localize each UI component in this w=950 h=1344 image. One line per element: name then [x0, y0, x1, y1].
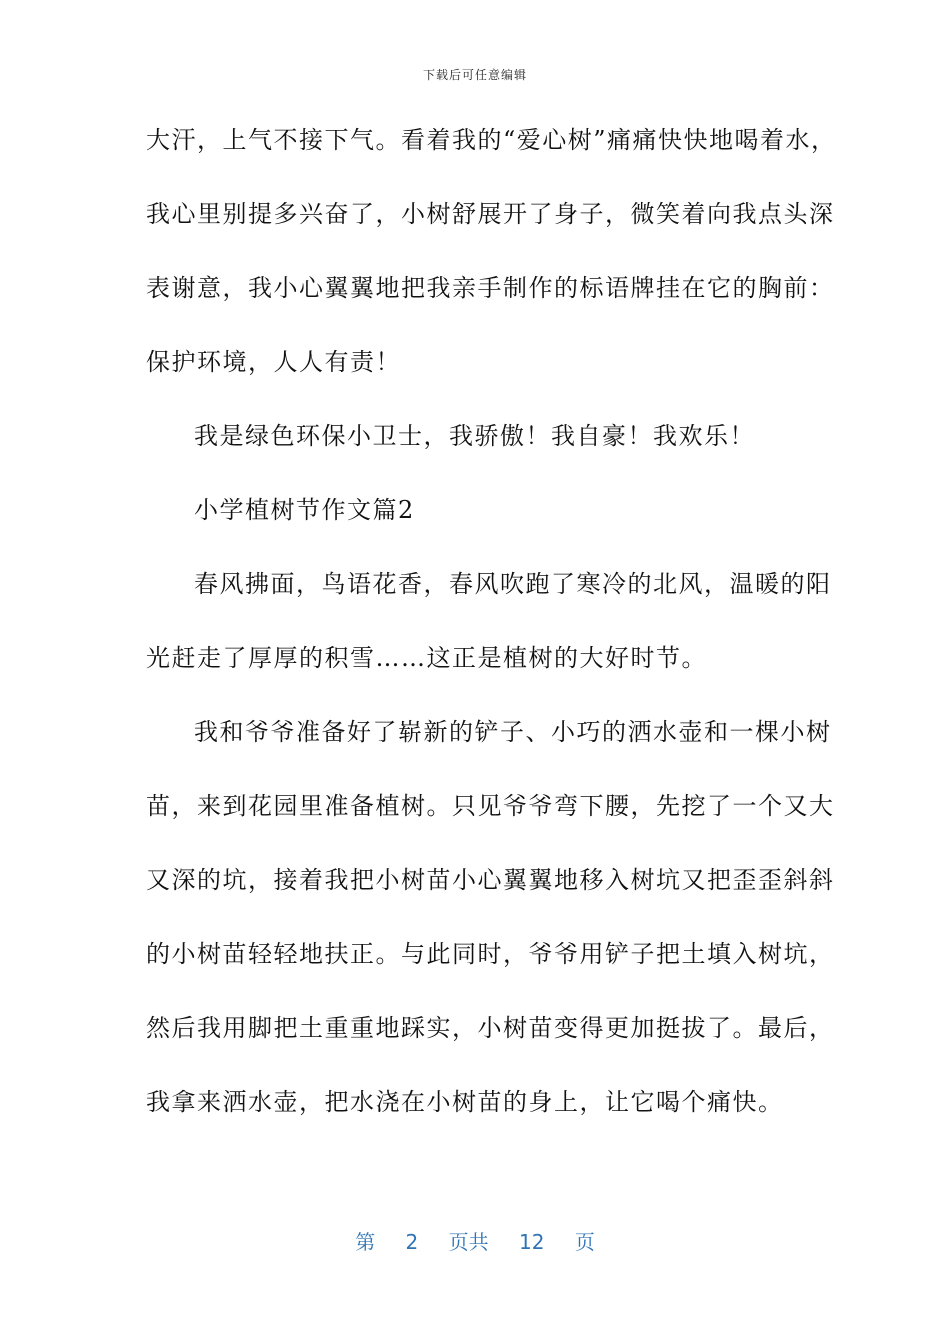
text-line: 然后我用脚把土重重地踩实，小树苗变得更加挺拔了。最后，: [146, 1014, 835, 1042]
paragraph-line: 春风拂面，鸟语花香，春风吹跑了寒冷的北风，温暖的阳: [194, 570, 832, 598]
page-header: 下载后可任意编辑: [422, 68, 527, 82]
page-footer: [0, 1226, 950, 1255]
current-page-number: 2: [405, 1230, 419, 1254]
text-line: 又深的坑，接着我把小树苗小心翼翼地移入树坑又把歪歪斜斜: [146, 866, 835, 894]
footer-label-end: 页: [574, 1230, 595, 1254]
text-line: 光赶走了厚厚的积雪……这正是植树的大好时节。: [146, 644, 707, 672]
section-title: 小学植树节作文篇2: [194, 496, 415, 524]
text-line: 的小树苗轻轻地扶正。与此同时，爷爷用铲子把土填入树坑，: [146, 940, 835, 968]
footer-label-page: 第: [355, 1230, 376, 1254]
paragraph-line: 我是绿色环保小卫士，我骄傲！我自豪！我欢乐！: [194, 422, 755, 450]
total-pages-number: 12: [519, 1230, 545, 1254]
text-line: 我拿来洒水壶，把水浇在小树苗的身上，让它喝个痛快。: [146, 1088, 784, 1116]
footer-label-total: 页共: [448, 1230, 489, 1254]
text-line: 表谢意，我小心翼翼地把我亲手制作的标语牌挂在它的胸前：: [146, 274, 835, 302]
text-line: 苗，来到花园里准备植树。只见爷爷弯下腰，先挖了一个又大: [146, 792, 835, 820]
text-line: 保护环境，人人有责！: [146, 348, 401, 376]
text-line: 大汗，上气不接下气。看着我的“爱心树”痛痛快快地喝着水，: [146, 126, 837, 154]
text-line: 我心里别提多兴奋了，小树舒展开了身子，微笑着向我点头深: [146, 200, 835, 228]
paragraph-line: 我和爷爷准备好了崭新的铲子、小巧的洒水壶和一棵小树: [194, 718, 832, 746]
